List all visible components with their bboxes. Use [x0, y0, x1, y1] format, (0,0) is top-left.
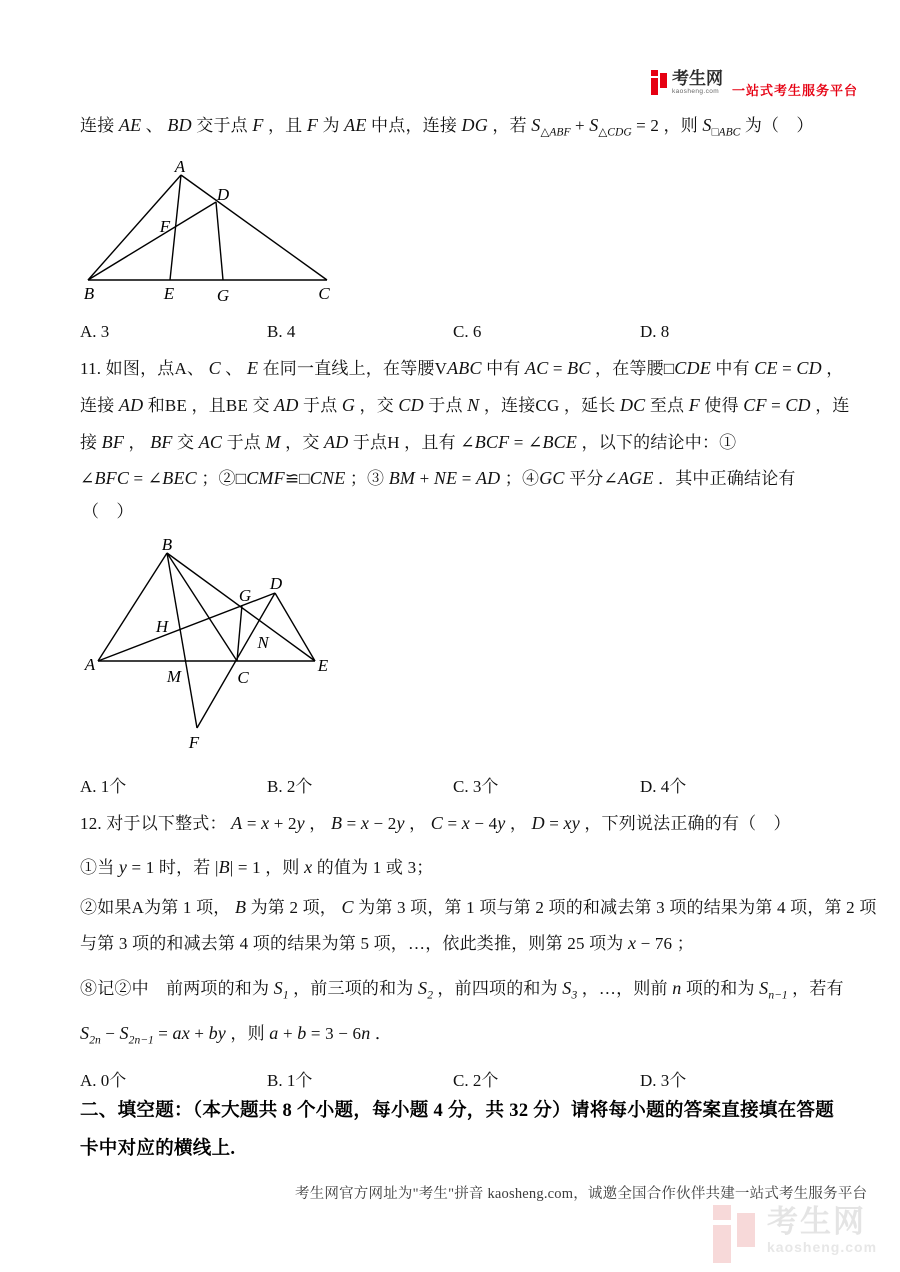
svg-text:H: H: [155, 617, 169, 636]
option-a: A. 3: [80, 322, 110, 341]
site-logo: [651, 70, 858, 99]
option-d: D. 8: [640, 322, 670, 341]
figure-triangle-abc: [80, 152, 345, 312]
question-11-line-4: ∠BFC = ∠BEC ；②□CMF≌□CNE ；③ BM + NE = AD ；④GC 平分∠AGE ．其中正确结论有: [80, 468, 796, 488]
question-10-options: [80, 322, 840, 344]
question-11-line-3: 接 BF ， BF 交 AC 于点 M ，交 AD 于点H ，且有 ∠BCF = ∠BCE ，以下的结论中：①: [80, 432, 737, 452]
option-d: D. 4个: [640, 777, 687, 796]
option-a: A. 1个: [80, 777, 127, 796]
svg-text:F: F: [188, 733, 200, 752]
option-c: C. 3个: [453, 777, 499, 796]
question-12-item-2: ②如果A为第 1 项， B 为第 2 项， C 为第 3 项，第 1 项与第 2 项的和减去第 3 项的结果为第 4 项，第 2 项: [80, 897, 877, 917]
question-12-item-2-cont: 与第 3 项的和减去第 4 项的结果为第 5 项，…，依此类推，则第 25 项为 x − 76 ；: [80, 933, 694, 953]
svg-text:E: E: [163, 284, 175, 303]
question-11-options: [80, 772, 840, 794]
svg-text:B: B: [161, 535, 173, 554]
brand-domain: kaosheng.com: [672, 87, 720, 95]
question-10-stem: 连接 AE 、 BD 交于点 F ，且 F 为 AE 中点，连接 DG ，若 $S_{\triangle ABF} + S_{\triangle CDG} = 2$ ，则 $S_{□ABC}$ 为（ ）: [80, 115, 814, 139]
svg-text:E: E: [317, 656, 329, 675]
question-12-item-3-cont: $S_{2n} - S_{2n-1}$ = ax + by ，则 a + b = 3 − 6n ．: [80, 1023, 393, 1047]
option-d: D. 3个: [640, 1071, 687, 1090]
watermark: [713, 1205, 877, 1263]
svg-text:D: D: [216, 185, 230, 204]
kaosheng-watermark-icon: [713, 1205, 757, 1263]
question-12-item-3: ⑧记②中 前两项的和为 $S_1$ ，前三项的和为 $S_2$ ，前四项的和为 $S_3$ ，…，则前 n 项的和为 $S_{n-1}$ ，若有: [80, 978, 844, 1002]
section-2-header-line-1: 二、填空题：（本大题共 8 个小题，每小题 4 分，共 32 分）请将每小题的答案直接填在答题: [80, 1101, 835, 1121]
option-c: C. 2个: [453, 1071, 499, 1090]
svg-text:A: A: [174, 157, 186, 176]
question-12-stem: 12. 对于以下整式： A = x + 2y ， B = x − 2y ， C = x − 4y ， D = xy ，下列说法正确的有（ ）: [80, 813, 791, 833]
brand-name: 考生网: [672, 69, 723, 88]
option-b: B. 4: [267, 322, 296, 341]
section-2-header-line-2: 卡中对应的横线上.: [80, 1139, 236, 1159]
watermark-brand-name: 考生网: [767, 1204, 866, 1239]
page-footer-text: 考生网官方网址为"考生"拼音 kaosheng.com，诚邀全国合作伙伴共建一站式考生服务平台: [295, 1186, 868, 1202]
brand-tagline: 一站式考生服务平台: [732, 83, 859, 98]
option-b: B. 1个: [267, 1071, 313, 1090]
option-b: B. 2个: [267, 777, 313, 796]
svg-text:C: C: [237, 668, 249, 687]
svg-text:G: G: [216, 286, 230, 305]
watermark-brand-domain: kaosheng.com: [767, 1239, 878, 1256]
question-11-line-1: 11. 如图，点A、 C 、 E 在同一直线上，在等腰VABC 中有 AC = BC ，在等腰□CDE 中有 CE = CD ，: [80, 358, 844, 378]
question-12-item-1: ①当 y = 1 时，若 |B| = 1 ，则 x 的值为 1 或 3；: [80, 857, 434, 877]
question-12-options: [80, 1066, 840, 1088]
figure-two-triangles: [82, 528, 332, 760]
option-a: A. 0个: [80, 1071, 127, 1090]
question-11-answer-blank: （ ）: [82, 502, 134, 521]
svg-text:F: F: [159, 217, 171, 236]
svg-text:N: N: [257, 633, 269, 652]
svg-text:D: D: [269, 574, 283, 593]
svg-text:M: M: [166, 667, 182, 686]
svg-text:C: C: [318, 284, 330, 303]
kaosheng-logo-icon: [651, 70, 668, 96]
svg-text:G: G: [238, 586, 252, 605]
svg-text:A: A: [84, 655, 96, 674]
question-11-line-2: 连接 AD 和BE ，且BE 交 AD 于点 G ，交 CD 于点 N ，连接CG ，延长 DC 至点 F 使得 CF = CD ，连: [80, 395, 850, 415]
option-c: C. 6: [453, 322, 482, 341]
svg-text:B: B: [83, 284, 95, 303]
